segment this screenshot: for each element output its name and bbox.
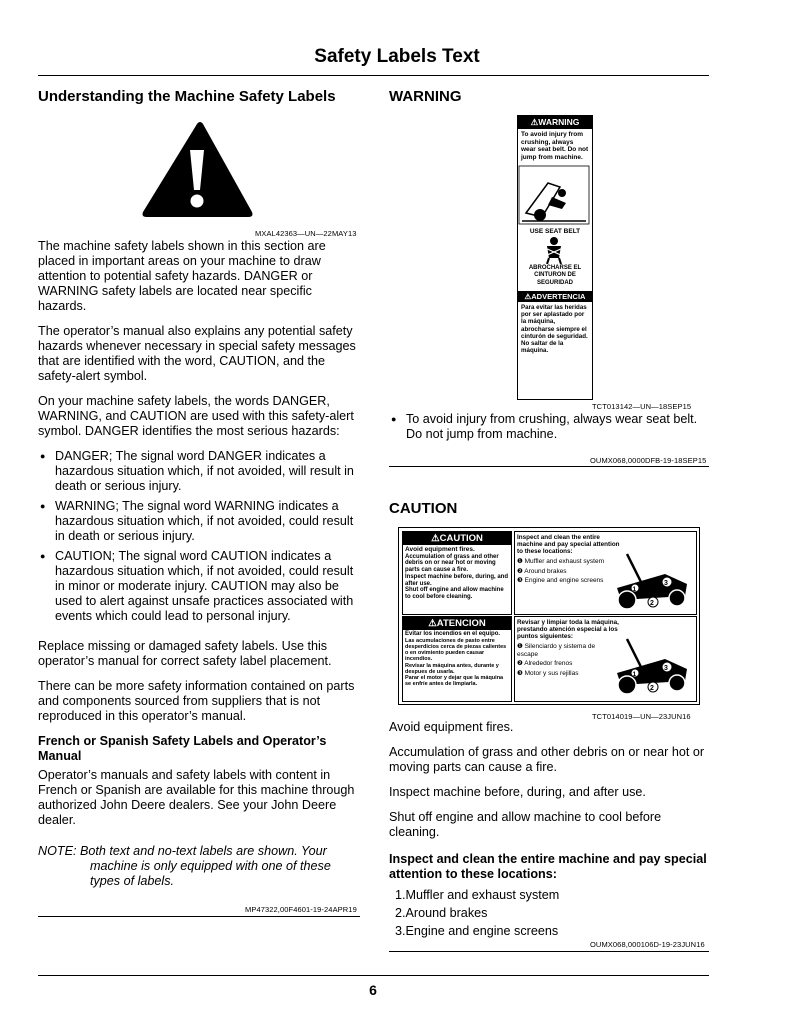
caution-label-line: Accumulation of grass and other debris on or near hot or moving parts can cause a fire. xyxy=(405,553,499,574)
paragraph: Inspect machine before, during, and after use. xyxy=(389,785,646,799)
caution-label-line: Las acumulaciones de pasto entre desperdicios cerca de piezas calientes o en ovimiento pueden causar incendios. xyxy=(405,637,507,663)
paragraph: Avoid equipment fires. xyxy=(389,720,514,734)
list-item: 2.Around brakes xyxy=(395,906,488,920)
page-number: 6 xyxy=(369,982,377,998)
caution-label-line: Parar el motor y dejar que la máquina se enfríe antes de limpiarla. xyxy=(405,675,504,688)
warning-label-image xyxy=(517,115,593,400)
figure-code: TCT014019—UN—23JUN16 xyxy=(592,712,691,721)
warning-label-text: To avoid injury from crushing, always wear seat belt. Do not jump from machine. xyxy=(521,131,589,161)
seatbelt-text-es: ABROCHARSE EL CINTURON DE SEGURIDAD xyxy=(528,264,582,286)
warning-list xyxy=(389,412,711,447)
caution-item: ❸ Engine and engine screens xyxy=(517,577,604,584)
caution-label-line: Evitar los incendios en el equipo. xyxy=(405,631,501,637)
caution-label-line: Avoid equipment fires. xyxy=(405,546,475,553)
signal-word-list xyxy=(38,449,360,624)
list-item: ● To avoid injury from crushing, always wear seat belt. Do not jump from machine. xyxy=(389,412,711,442)
figure-code: MXAL42363—UN—22MAY13 xyxy=(255,229,357,238)
paragraph: Operator’s manuals and safety labels with content in French or Spanish are available for this machine through authorized John Deere dealers. See your John Deere dealer. xyxy=(38,768,355,827)
caution-item: ❸ Motor y sus rejillas xyxy=(517,669,579,677)
caution-body xyxy=(389,720,709,940)
atencion-header: ⚠ATENCION xyxy=(403,617,511,630)
rollover-crush-icon xyxy=(518,165,590,225)
svg-text:2: 2 xyxy=(650,685,654,692)
mower-icon xyxy=(607,542,693,612)
list-item: ● WARNING; The signal word WARNING indicates a hazardous situation which, if not avoided, could result in death or serious injury. xyxy=(38,499,360,544)
section-heading-warning: WARNING xyxy=(389,88,462,105)
footer-code: OUMX068,0000DFB-19-18SEP15 xyxy=(590,456,707,465)
list-item: ● DANGER; The signal word DANGER indicates a hazardous situation which, if not avoided, will result in death or serious injury. xyxy=(38,449,360,494)
caution-item: ❶ Silenciardo y sistema de escape xyxy=(517,643,596,658)
list-item: 1.Muffler and exhaust system xyxy=(395,888,560,902)
caution-en-block xyxy=(402,531,512,615)
warning-footer-rule xyxy=(389,466,709,467)
caution-header: ⚠CAUTION xyxy=(403,532,511,545)
caution-item: ❶ Muffler and exhaust system xyxy=(517,558,605,565)
page-title: Safety Labels Text xyxy=(314,46,480,67)
paragraph: There can be more safety information contained on parts and components sourced from suppliers that is not reproduced in this operator’s manual. xyxy=(38,679,355,723)
list-item: 3.Engine and engine screens xyxy=(395,924,559,938)
left-footer-rule xyxy=(38,916,360,917)
section-heading-caution: CAUTION xyxy=(389,500,458,517)
caution-footer-rule xyxy=(389,951,709,952)
svg-text:2: 2 xyxy=(650,600,654,607)
mower-icon xyxy=(607,627,693,697)
seat-belt-icon xyxy=(518,236,590,264)
svg-text:3: 3 xyxy=(664,665,668,672)
figure-code: TCT013142—UN—18SEP15 xyxy=(592,402,692,411)
paragraph: The machine safety labels shown in this section are placed in important areas on your machine to draw attention to potential safety hazards. DANGER or WARNING safety labels are located near specific hazards. xyxy=(38,239,326,313)
section-heading-safety-labels: Understanding the Machine Safety Labels xyxy=(38,88,336,105)
title-rule xyxy=(38,75,709,76)
svg-text:3: 3 xyxy=(664,580,668,587)
svg-text:1: 1 xyxy=(632,671,637,678)
paragraph: Accumulation of grass and other debris on or near hot or moving parts can cause a fire. xyxy=(389,745,705,774)
caution-label-image xyxy=(398,527,700,705)
footer-code: OUMX068,000106D-19-23JUN16 xyxy=(590,940,705,949)
warning-header: ⚠WARNING xyxy=(518,116,592,129)
warning-label-text-es: Para evitar las heridas por ser aplastado por la máquina, abrocharse siempre el cinturón de seguridad. No saltar de la máquina. xyxy=(521,304,588,355)
caution-item: ❷ Alrededor frenos xyxy=(517,660,573,667)
page-footer-rule xyxy=(38,975,709,976)
paragraph: Shut off engine and allow machine to cool before cleaning. xyxy=(389,810,662,839)
caution-label-line: Inspect machine before, during, and after use. xyxy=(405,573,509,587)
list-item: ● CAUTION; The signal word CAUTION indicates a hazardous situation which, if not avoided, could result in minor or moderate injury. CAUTION may also be used to alert against unsafe practices associated with events which could lead to personal injury. xyxy=(38,549,360,624)
svg-text:1: 1 xyxy=(632,586,637,593)
seatbelt-text-en: USE SEAT BELT xyxy=(529,228,581,235)
caution-label-line: Revisar la máquina antes, durante y despues de usarla. xyxy=(405,662,499,675)
advertencia-header: ⚠ADVERTENCIA xyxy=(518,291,592,302)
subheading-french-spanish: French or Spanish Safety Labels and Operator’s Manual xyxy=(38,734,327,763)
note: NOTE: Both text and no-text labels are shown. Your machine is only equipped with one of these types of labels. xyxy=(38,844,331,888)
caution-label-line: Shut off engine and allow machine to cool before cleaning. xyxy=(405,587,504,601)
caution-es-inspect xyxy=(514,616,697,702)
paragraph: Replace missing or damaged safety labels. Use this operator’s manual for correct safety label placement. xyxy=(38,639,332,668)
inspection-list xyxy=(389,886,709,940)
paragraph: On your machine safety labels, the words DANGER, WARNING, and CAUTION are used with this safety-alert symbol. DANGER identifies the most serious hazards: xyxy=(38,394,354,438)
paragraph: The operator’s manual also explains any potential safety hazards whenever necessary in special safety messages that are identified with the word, CAUTION, and the safety-alert symbol. xyxy=(38,324,356,383)
safety-alert-icon xyxy=(140,120,255,220)
caution-inspect-text: Inspect and clean the entire machine and pay special attention to these locations: xyxy=(517,534,620,555)
caution-es-block xyxy=(402,616,512,702)
caution-inspect-text-es: Revisar y limpiar toda la máquina, prestando atención especial a los puntos siguientes: xyxy=(517,619,619,640)
caution-en-inspect xyxy=(514,531,697,615)
caution-item: ❷ Around brakes xyxy=(517,567,567,575)
left-body xyxy=(38,239,360,889)
subheading-inspect: Inspect and clean the entire machine and pay special attention to these locations: xyxy=(389,852,707,881)
footer-code: MP47322,00F4601-19-24APR19 xyxy=(245,905,357,914)
